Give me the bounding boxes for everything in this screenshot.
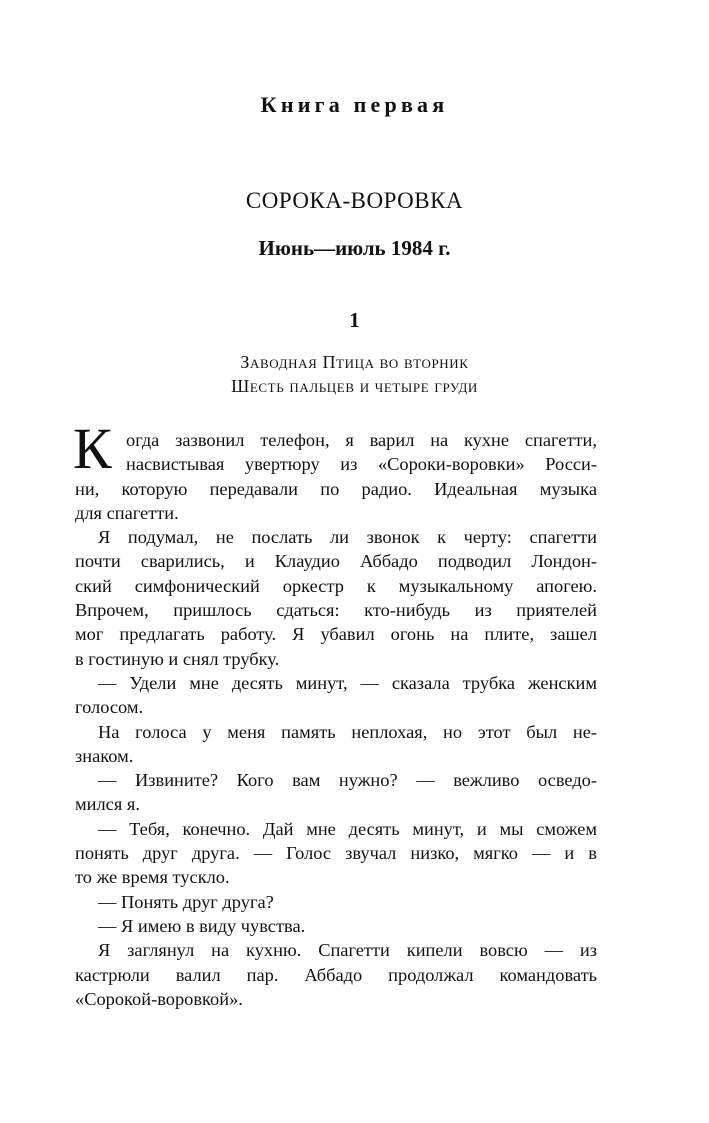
text-line: Я подумал, не послать ли звонок к черту: спагетти (98, 527, 597, 548)
text-line: — Тебя, конечно. Дай мне десять минут, и мы сможем (98, 818, 597, 839)
text-line: мился я. (75, 794, 140, 815)
part-dates: Июнь—июль 1984 г. (258, 236, 451, 260)
chapter-subtitle (0, 350, 709, 398)
text-line: Я заглянул на кухню. Спагетти кипели вовсю — из (98, 940, 597, 961)
book-label: Книга первая (260, 92, 449, 117)
text-line: — Извините? Кого вам нужно? — вежливо осведо- (98, 770, 597, 791)
body-text (73, 416, 597, 1011)
text-line: почти сварились, и Клаудио Аббадо подводил Лондон- (75, 551, 597, 572)
text-line: понять друг друга. — Голос звучал низко, мягко — и в (75, 843, 597, 864)
chapter-subtitle-line: Шесть пальцев и четыре груди (231, 376, 478, 396)
part-title: СОРОКА-ВОРОВКА (245, 188, 464, 213)
text-line: насвистывая увертюру из «Сороки-воровки» Росси- (126, 454, 597, 475)
text-line: мог предлагать работу. Я убавил огонь на плите, зашел (75, 624, 597, 645)
text-line: — Удели мне десять минут, — сказала трубка женским (98, 672, 597, 693)
text-line: «Сорокой-воровкой». (75, 988, 243, 1009)
text-line: — Понять друг друга? (98, 891, 274, 912)
drop-cap: К (73, 416, 112, 481)
text-line: то же время тускло. (75, 867, 230, 888)
text-line: знаком. (75, 745, 134, 766)
text-line: для спагетти. (75, 502, 179, 523)
text-line: огда зазвонил телефон, я варил на кухне спагетти, (126, 430, 597, 450)
text-line: голосом. (75, 697, 144, 718)
text-line: Впрочем, пришлось сдаться: кто-нибудь из приятелей (75, 600, 597, 621)
text-line: в гостиную и снял трубку. (75, 648, 280, 669)
chapter-subtitle-line: Заводная Птица во вторник (240, 352, 469, 372)
text-line: — Я имею в виду чувства. (98, 915, 306, 936)
text-line: ни, которую передавали по радио. Идеальная музыка (75, 478, 597, 499)
text-line: На голоса у меня память неплохая, но этот был не- (98, 721, 597, 742)
text-line: ский симфонический оркестр к музыкальному апогею. (75, 575, 597, 596)
text-line: кастрюли валил пар. Аббадо продолжал командовать (75, 964, 597, 985)
chapter-number: 1 (349, 308, 360, 332)
